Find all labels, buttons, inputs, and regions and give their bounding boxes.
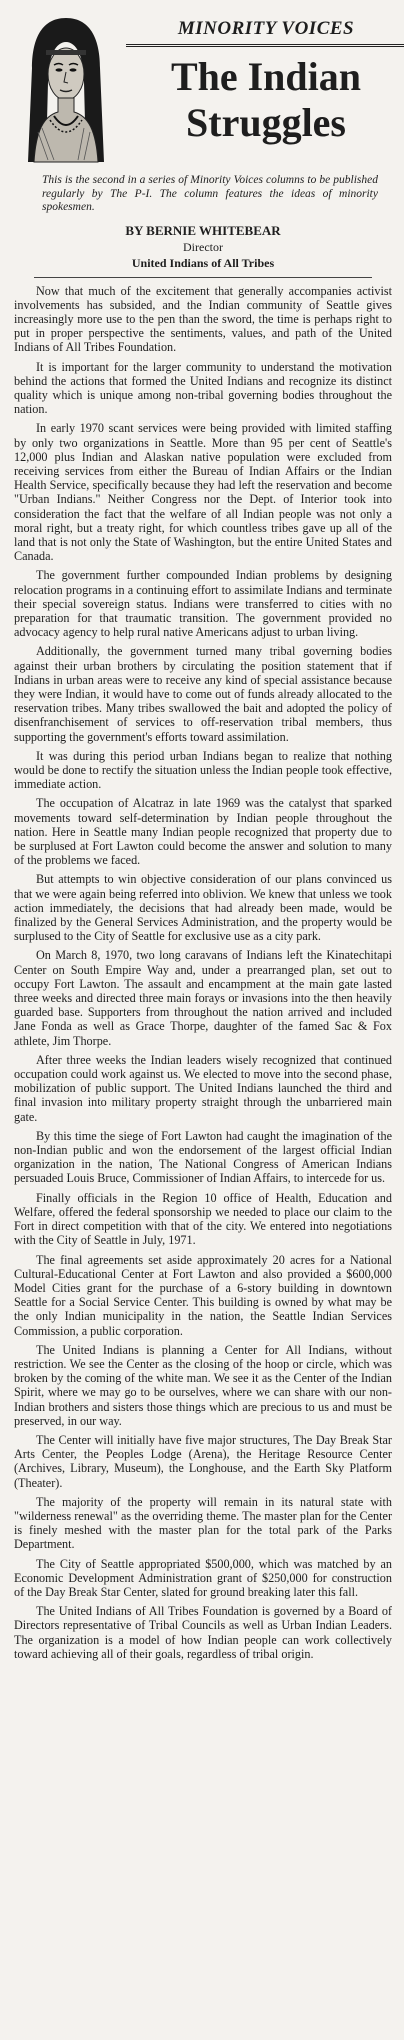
paragraph: On March 8, 1970, two long caravans of Indians left the Kinatechitapi Center on South Empire Way and, under a prearranged plan, set out to occupy Fort Lawton. The assault and encampment at the main gate lasted three weeks and directed three main forays or invasions into the then heavily guarded base. Supporters from throughout the nation arrived and included Jane Fonda as well as Grace Thorpe, daughter of the famed Sac & Fox athlete, Jim Thorpe. (14, 948, 392, 1048)
byline (14, 223, 392, 271)
paragraph: The City of Seattle appropriated $500,000, which was matched by an Economic Development Administration grant of $250,000 for construction of the Day Break Star Center, slated for ground breaking later this fall. (14, 1556, 392, 1599)
paragraph: Finally officials in the Region 10 office of Health, Education and Welfare, offered the federal sponsorship we needed to place our claim to the Fort in direct competition with that of the city. We entered into negotiations with the City of Seattle in July, 1971. (14, 1190, 392, 1248)
paragraph: Additionally, the government turned many tribal governing bodies against their urban brothers by circulating the position statement that if Indians in urban areas were to receive any kind of special assistance because they were Indian, it would have to come out of funds already allocated to the reservation tribes. Many tribes swallowed the bait and adopted the policy of disenfranchisement of services to off-reservation tribal members, thus supporting the government's efforts toward assimilation. (14, 644, 392, 744)
paragraph: The United Indians is planning a Center for All Indians, without restriction. We see the Center as the closing of the hoop or circle, which was broken by the coming of the white man. We see it as the Center of the Indian Spirit, where we may go to be ourselves, where we can share with our non-Indian brothers and sisters those things which are precious to us and must be preserved, in our way. (14, 1342, 392, 1428)
paragraph: It is important for the larger community to understand the motivation behind the actions that formed the United Indians and recognize its distinct quality which is unique among non-tribal governing bodies throughout the nation. (14, 359, 392, 417)
indian-woman-portrait-icon (18, 12, 114, 164)
article-body (14, 284, 392, 1661)
paragraph: But attempts to win objective consideration of our plans convinced us that we were again being referred into oblivion. We knew that unless we took action immediately, the decisions that had already been made, would be finalized by the General Services Administration, and the property would be surplused to the City of Seattle for exclusive use as a city park. (14, 872, 392, 944)
byline-organization: United Indians of All Tribes (131, 255, 275, 270)
paragraph: The final agreements set aside approximately 20 acres for a National Cultural-Educational Center at Fort Lawton and also provided a $600,000 Model Cities grant for the purchase of a 6-story building in downtown Seattle for a Social Service Center. This building is owned by what may be the only Indian municipality in the nation, the Seattle Indian Services Commission, a public corporation. (14, 1252, 392, 1338)
paragraph: By this time the siege of Fort Lawton had caught the imagination of the non-Indian public and won the endorsement of the largest official Indian organization in the nation, The National Congress of American Indians persuaded Louis Bruce, Commissioner of Indian Affairs, to intercede for us. (14, 1128, 392, 1186)
byline-divider (34, 277, 372, 278)
article-headline (126, 54, 404, 146)
editor-note: This is the second in a series of Minority Voices columns to be published regularly by The P-I. The column features the ideas of minority spokesmen. (42, 174, 378, 213)
paragraph: Now that much of the excitement that generally accompanies activist involvements has subsided, and the Indian community of Seattle gives increasingly more use to the pen than the sword, the time is perhaps right to put in proper perspective the sentiments, values, and path of the United Indians of All Tribes Foundation. (14, 283, 392, 355)
headline-line-2: Struggles (186, 100, 346, 145)
column-kicker: MINORITY VOICES (126, 18, 404, 47)
byline-author: BY BERNIE WHITEBEAR (125, 222, 281, 238)
paragraph: The government further compounded Indian problems by designing relocation programs in a continuing effort to assimilate Indians and terminate their special sovereign status. Indians were transferred to cities with no preparation for that traumatic transition. The government provided no advocacy agency to help rural native Americans adjust to urban living. (14, 568, 392, 640)
article-header (14, 10, 392, 170)
paragraph: It was during this period urban Indians began to realize that nothing would be done to rectify the situation unless the Indian people took effective, immediate action. (14, 748, 392, 792)
paragraph: The majority of the property will remain in its natural state with "wilderness renewal" as the overriding theme. The master plan for the Center is finely meshed with the master plan for the total park of the Parks Department. (14, 1494, 392, 1552)
paragraph: In early 1970 scant services were being provided with limited staffing by only two organizations in Seattle. More than 95 per cent of Seattle's 12,000 plus Indian and Alaskan native population were excluded from receiving services from either the Bureau of Indian Affairs or the Indian Health Service, specifically because they had left the reservation and become "Urban Indians." Neither Congress nor the Dept. of Interior took into consideration the fact that the welfare of all Indian people was not only a moral right, but a treaty right, for which countless tribes gave up all of the land that is not only the State of Washington, but the entire United States and Canada. (14, 421, 392, 564)
paragraph: The United Indians of All Tribes Foundation is governed by a Board of Directors representative of Tribal Councils as well as Urban Indian Leaders. The organization is a model of how Indian people can work collectively toward achieving all of their goals, regardless of tribal origin. (14, 1604, 392, 1661)
headline-line-1: The Indian (170, 54, 362, 99)
paragraph: After three weeks the Indian leaders wisely recognized that continued occupation could work against us. We elected to move into the second phase, mobilization of public support. The United Indians launched the third and final invasion into military property straight through the unbarriered main gate. (14, 1052, 392, 1124)
paragraph: The Center will initially have five major structures, The Day Break Star Arts Center, the Peoples Lodge (Arena), the Heritage Resource Center (Archives, Library, Museum), the Longhouse, and the Earth Sky Platform (Theater). (14, 1432, 392, 1490)
paragraph: The occupation of Alcatraz in late 1969 was the catalyst that sparked movements toward self-determination by Indian people throughout the nation. Here in Seattle many Indian people recognized that property due to be surplused at Fort Lawton could become the answer and solution to many of the problems we faced. (14, 796, 392, 868)
byline-role: Director (183, 239, 223, 254)
